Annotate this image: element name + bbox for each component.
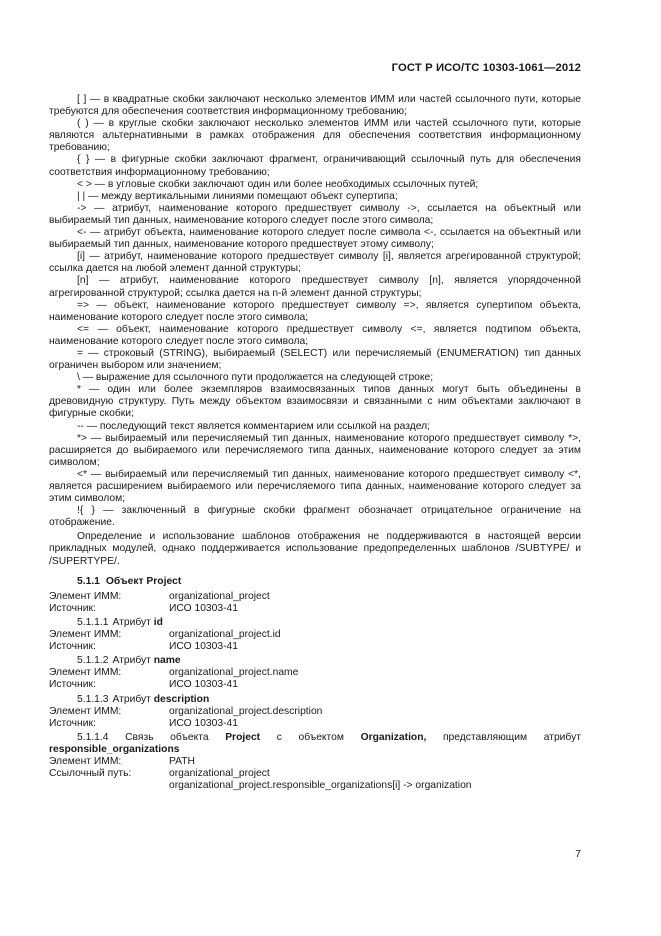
relation-word: представляющим (442, 731, 528, 743)
mapping-value: organizational_project.description (169, 705, 323, 717)
attribute-word: Атрибут (112, 693, 151, 705)
paragraph: !{ } — заключенный в фигурные скобки фрагмент обозначает отрицательное ограничение на отображение. (49, 505, 581, 529)
paragraph: [n] — атрибут, наименование которого предшествует символу [n], является упорядоченной агрегированной структурой; ссылка дается на n-й элемент данной структуры; (49, 275, 581, 299)
attribute-number: 5.1.1.1 (77, 616, 109, 628)
document-header: ГОСТ Р ИСО/ТС 10303-1061—2012 (391, 62, 581, 74)
paragraph: -> — атрибут, наименование которого предшествует символу ->, ссылается на объектный или выбираемый тип данных, наименование которого следует после этого символа; (49, 202, 581, 226)
attribute-heading (77, 617, 581, 629)
mapping-row (49, 706, 581, 718)
section-number: 5.1.1 (77, 575, 100, 587)
relation-word: объекта (170, 731, 209, 743)
relation-heading (49, 732, 581, 744)
attribute-name: description (153, 693, 210, 705)
relation-entity: Organization, (360, 731, 427, 743)
mapping-value: ИСО 10303-41 (169, 679, 238, 691)
page-content (49, 94, 581, 792)
section-heading (77, 576, 581, 588)
paragraph: | | — между вертикальными линиями помещают объект супертипа; (77, 190, 398, 202)
paragraph: Определение и использование шаблонов отображения не поддерживаются в настоящей версии прикладных модулей, однако поддерживается использование предопределенных шаблонов /SUBTYPE/ и /SUPERTYPE/. (49, 531, 581, 567)
paragraph: *> — выбираемый или перечисляемый тип данных, наименование которого предшествует символу *>, расширяется до выбираемого или перечисляемого типа данных, наименование которого следует за этим символом; (49, 432, 581, 468)
mapping-row (49, 756, 581, 768)
paragraph: => — объект, наименование которого предшествует символу =>, является супертипом объекта, наименование которого следует после этого символа; (49, 299, 581, 323)
paragraph: ( ) — в круглые скобки заключают несколько элементов ИММ или частей ссылочного пути, которые являются альтернативными в рамках отображения для обеспечения соответствия информационному требованию; (49, 118, 581, 154)
mapping-row (49, 641, 581, 653)
paragraph: < > — в угловые скобки заключают один или более необходимых ссылочных путей; (77, 178, 479, 190)
relation-word: объектом (298, 731, 344, 743)
relation-word: с (276, 731, 282, 743)
attribute-number: 5.1.1.3 (77, 693, 109, 705)
mapping-label: Элемент ИММ: (49, 590, 122, 602)
mapping-label: Элемент ИММ: (49, 667, 122, 679)
mapping-label: Ссылочный путь: (49, 768, 132, 780)
paragraph: = — строковый (STRING), выбираемый (SELECT) или перечисляемый (ENUMERATION) тип данных ограничен выбором или значением; (49, 347, 581, 372)
reference-path-line: organizational_project.responsible_organizations[i] -> organization (169, 780, 472, 792)
mapping-value: ИСО 10303-41 (169, 641, 238, 653)
attribute-heading (77, 694, 581, 706)
mapping-value: PATH (169, 755, 195, 767)
relation-number: 5.1.1.4 (77, 731, 109, 743)
mapping-label: Элемент ИММ: (49, 705, 122, 717)
section-title: Объект Project (105, 575, 182, 587)
attribute-word: Атрибут (112, 616, 151, 628)
mapping-row (49, 591, 581, 603)
reference-path-line: organizational_project (169, 768, 270, 780)
mapping-row (49, 629, 581, 641)
mapping-value: organizational_project.id (169, 629, 281, 641)
mapping-label: Источник: (49, 717, 96, 729)
mapping-value: organizational_project (169, 590, 270, 602)
mapping-row (49, 768, 581, 780)
mapping-label: Источник: (49, 679, 96, 691)
paragraph: <= — объект, наименование которого предшествует символу <=, является подтипом объекта, наименование которого следует после этого символа; (49, 323, 581, 347)
relation-attribute-name: responsible_organizations (49, 743, 180, 755)
paragraph: <- — атрибут объекта, наименование которого следует после символа <-, ссылается на объектный или выбираемый тип данных, наименование которого предшествует этому символу; (49, 227, 581, 251)
mapping-label: Элемент ИММ: (49, 755, 122, 767)
attribute-word: Атрибут (112, 655, 151, 667)
relation-word: атрибут (543, 731, 581, 743)
attribute-number: 5.1.1.2 (77, 655, 109, 667)
page-number: 7 (575, 849, 581, 860)
mapping-value: organizational_project.name (169, 667, 299, 679)
attribute-name: id (153, 616, 163, 628)
mapping-row (49, 603, 581, 615)
mapping-row (49, 780, 581, 792)
mapping-value: ИСО 10303-41 (169, 602, 238, 614)
paragraph: * — один или более экземпляров взаимосвязанных типов данных могут быть объединены в древовидную структуру. Путь между объектом взаимосвязи и связанными с ним объектами заключают в фигурные скобки; (49, 384, 581, 420)
paragraph: { } — в фигурные скобки заключают фрагмент, ограничивающий ссылочный путь для обеспечения соответствия информационному требованию; (49, 154, 581, 178)
attribute-heading (77, 655, 581, 667)
paragraph: \ — выражение для ссылочного пути продолжается на следующей строке; (77, 372, 434, 384)
mapping-label: Источник: (49, 641, 96, 653)
mapping-value: ИСО 10303-41 (169, 717, 238, 729)
relation-word: Связь (125, 731, 154, 743)
relation-entity: Project (225, 731, 261, 743)
mapping-row (49, 667, 581, 679)
paragraph: [ ] — в квадратные скобки заключают несколько элементов ИММ или частей ссылочного пути, которые требуются для обеспечения соответствия информационному требованию; (49, 94, 581, 118)
paragraph: -- — последующий текст является комментарием или ссылкой на раздел; (77, 420, 430, 432)
paragraph: <* — выбираемый или перечисляемый тип данных, наименование которого предшествует символу <*, является расширением выбираемого или перечисляемого типа данных, наименование которого следует за этим символом; (49, 468, 581, 505)
paragraph: [i] — атрибут, наименование которого предшествует символу [i], является агрегированной структурой; ссылка дается на любой элемент данной структуры; (49, 251, 581, 275)
mapping-row (49, 718, 581, 730)
attribute-name: name (153, 655, 181, 667)
mapping-label: Источник: (49, 602, 96, 614)
mapping-row (49, 679, 581, 691)
mapping-label: Элемент ИММ: (49, 629, 122, 641)
